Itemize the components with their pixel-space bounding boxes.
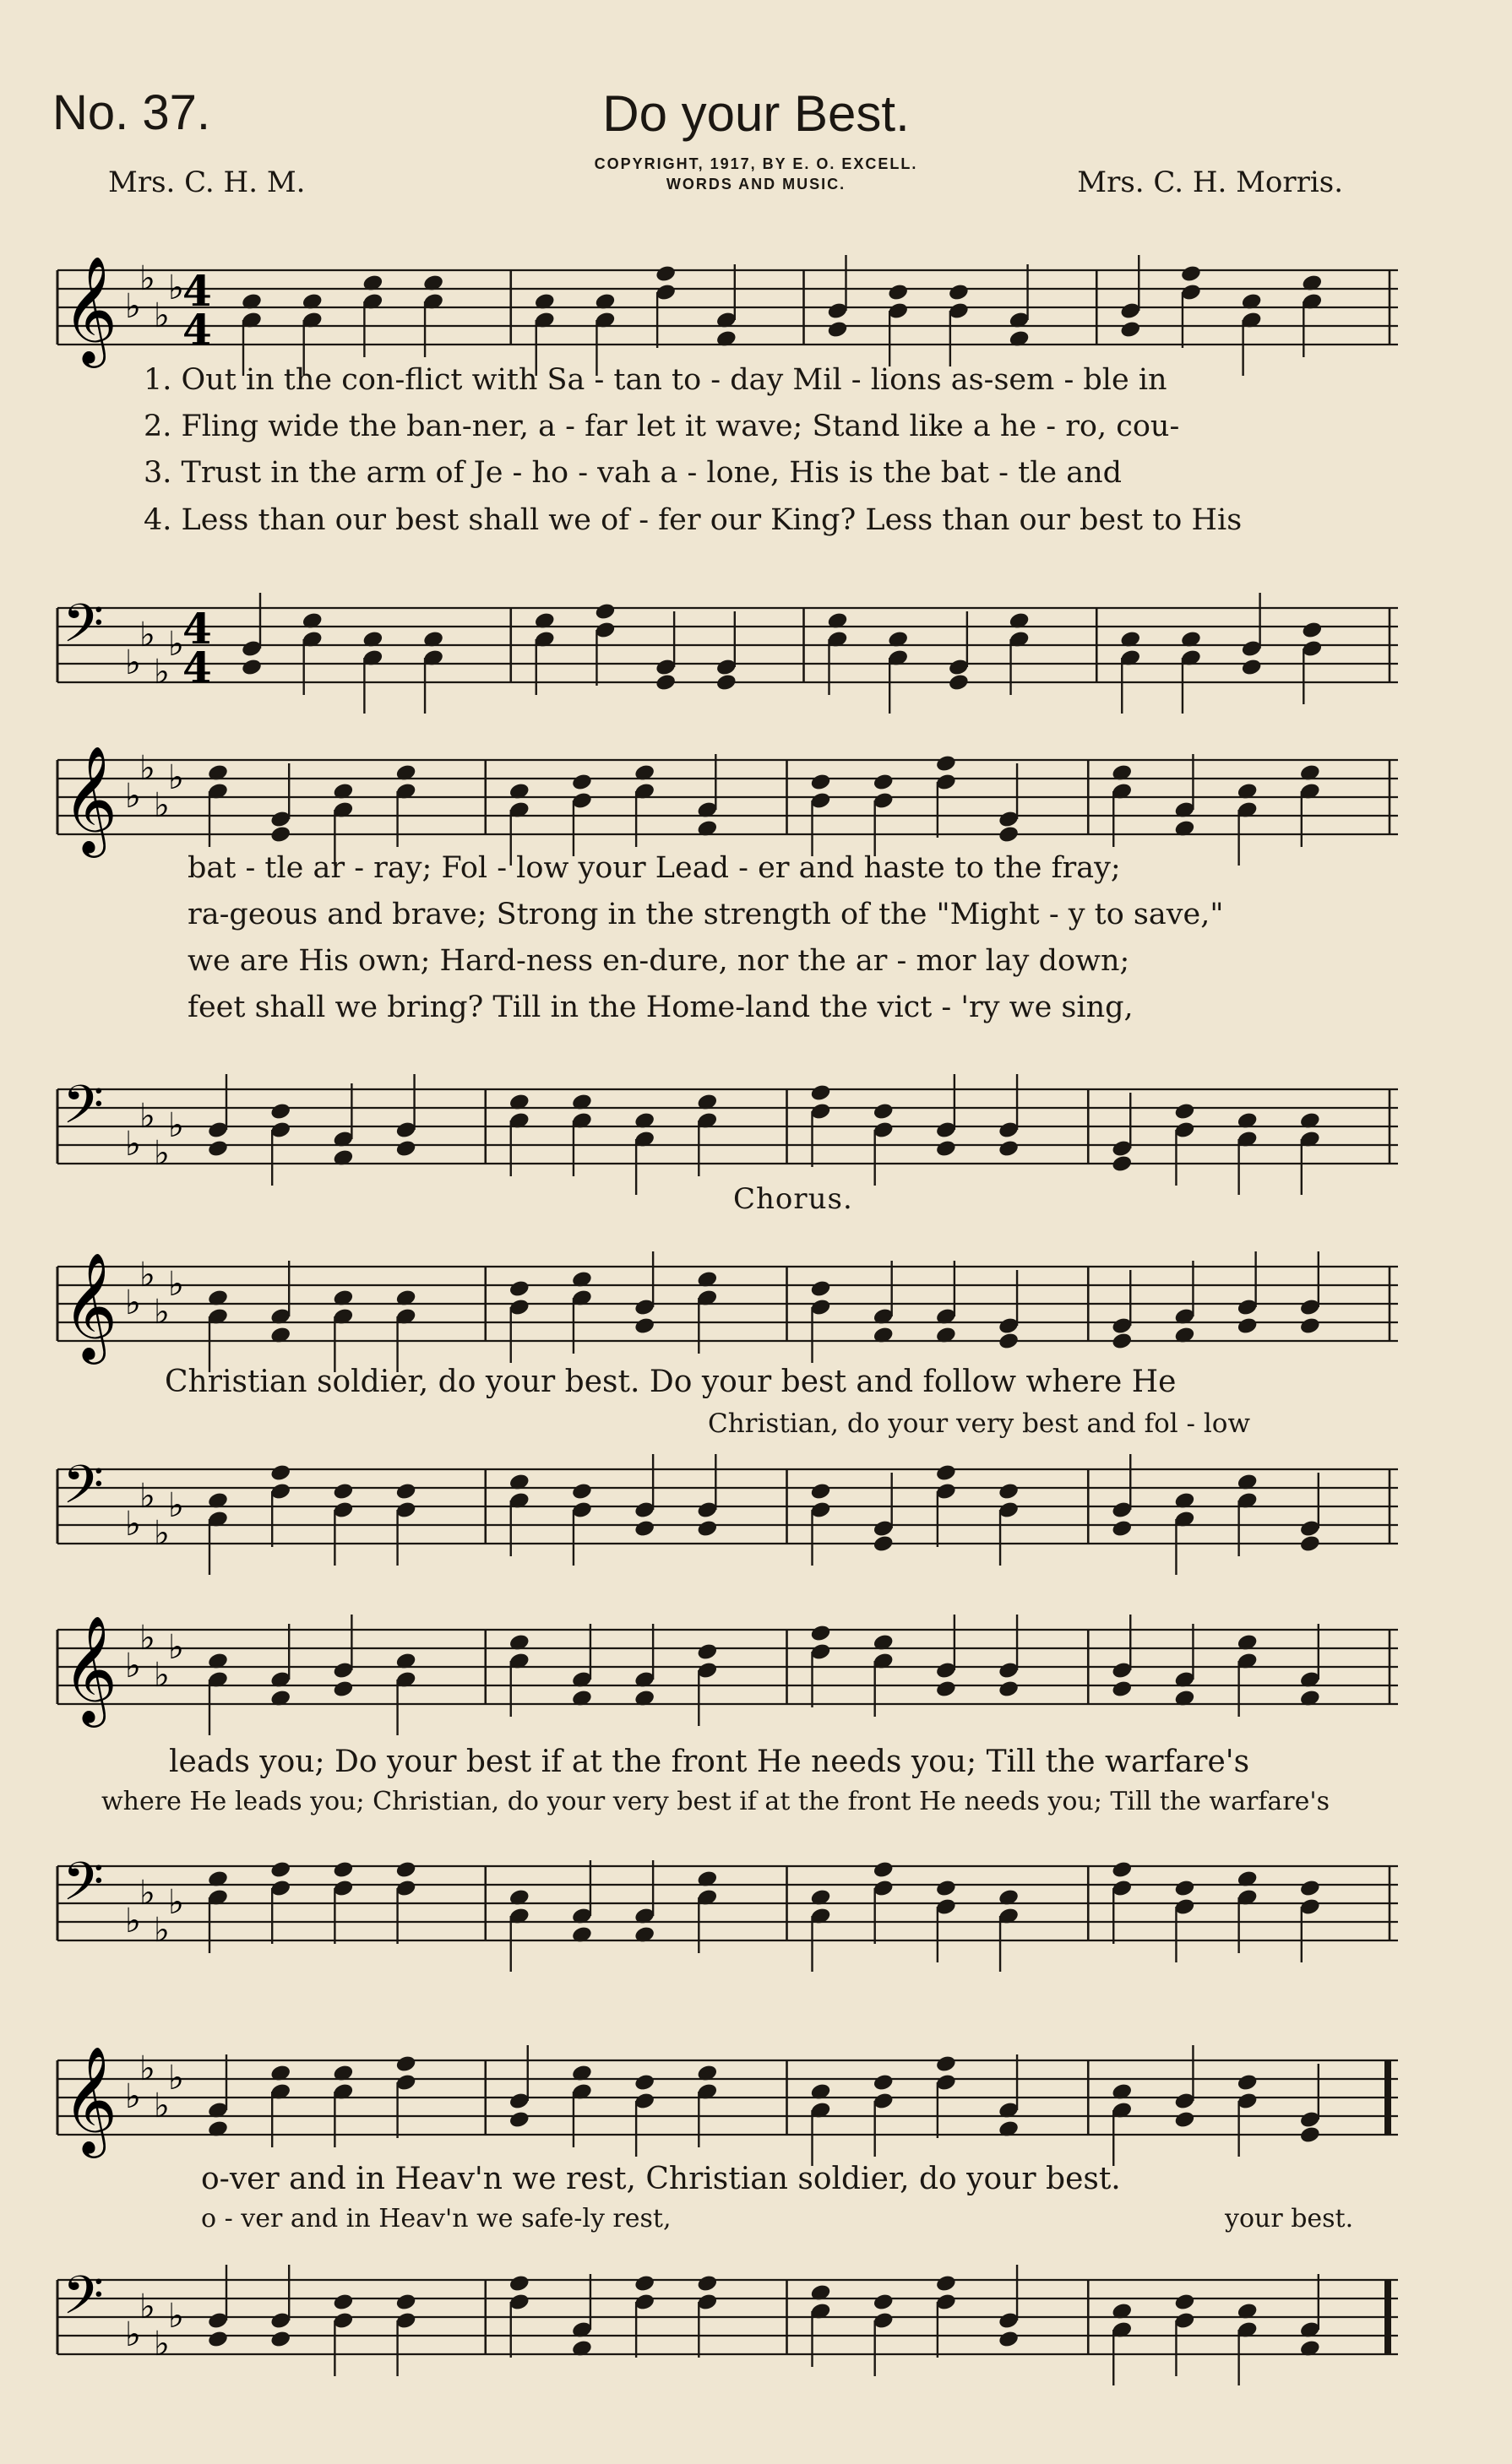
flat-sign-icon: ♭: [139, 1874, 155, 1913]
notehead: [634, 2073, 655, 2092]
verse-1-line-2: bat - tle ar - ray; Fol - low your Lead - er and haste to the fray;: [188, 851, 1121, 885]
notehead: [998, 1680, 1020, 1699]
flat-sign-icon: ♭: [125, 1125, 141, 1164]
treble-clef-icon: 𝄞: [63, 1251, 118, 1360]
notehead: [935, 1463, 957, 1483]
notehead: [207, 1139, 229, 1159]
bass-staff-3: [0, 1436, 1512, 1571]
flat-sign-icon: ♭: [139, 259, 155, 298]
notehead: [509, 2110, 530, 2130]
treble-staff-5: [0, 2027, 1512, 2162]
notehead: [935, 1139, 957, 1159]
flat-sign-icon: ♭: [139, 2288, 155, 2326]
notehead: [571, 1482, 593, 1501]
notehead: [809, 1083, 831, 1103]
bass-staff-2: [0, 1056, 1512, 1191]
flat-sign-icon: ♭: [125, 1902, 141, 1940]
flat-sign-icon: ♭: [154, 1911, 170, 1950]
flat-sign-icon: ♭: [168, 625, 184, 664]
notehead: [394, 2293, 416, 2312]
notehead: [1173, 2110, 1195, 2130]
hymn-title: Do your Best.: [602, 85, 910, 142]
system-5-bass-lyrics-end: your best.: [1225, 2204, 1354, 2233]
treble-staff-3: [0, 1233, 1512, 1368]
flat-sign-icon: ♭: [125, 1505, 141, 1544]
notehead: [1301, 621, 1323, 640]
copyright-subline: WORDS AND MUSIC.: [666, 176, 846, 193]
notehead: [1299, 1316, 1321, 1336]
flat-sign-icon: ♭: [154, 2325, 170, 2364]
flat-sign-icon: ♭: [139, 616, 155, 654]
bass-clef-icon: 𝄢: [63, 592, 104, 667]
chorus-label: Chorus.: [733, 1182, 853, 1216]
flat-sign-icon: ♭: [168, 1628, 184, 1667]
notehead: [332, 1482, 354, 1501]
flat-sign-icon: ♭: [168, 269, 184, 307]
system-5-treble-lyrics: o-ver and in Heav'n we rest, Christian soldier, do your best.: [201, 2162, 1121, 2196]
copyright-line: COPYRIGHT, 1917, BY E. O. EXCELL.: [594, 155, 918, 172]
notehead: [809, 1279, 831, 1299]
words-credit: Mrs. C. H. M.: [108, 166, 306, 199]
notehead: [873, 2073, 895, 2092]
flat-sign-icon: ♭: [125, 1284, 141, 1322]
staff-group: [57, 745, 1398, 866]
notehead: [269, 2330, 291, 2349]
bass-clef-icon: 𝄢: [63, 1453, 104, 1528]
notehead: [1237, 1316, 1259, 1336]
notehead: [998, 2330, 1020, 2349]
flat-sign-icon: ♭: [125, 2077, 141, 2116]
bass-clef-icon: 𝄢: [63, 1073, 104, 1148]
system-5-bass-lyrics: o - ver and in Heav'n we safe-ly rest,: [201, 2204, 672, 2233]
notehead: [332, 2293, 354, 2312]
flat-sign-icon: ♭: [154, 786, 170, 825]
treble-staff-1: [0, 236, 1512, 372]
flat-sign-icon: ♭: [168, 1106, 184, 1145]
notehead: [1111, 1680, 1133, 1699]
notehead: [873, 1102, 895, 1121]
flat-sign-icon: ♭: [139, 749, 155, 788]
notehead: [394, 1860, 416, 1880]
hymn-number: No. 37.: [52, 85, 210, 140]
notehead: [826, 320, 848, 339]
time-signature-top: 4: [182, 266, 212, 316]
verse-2-line-1: 2. Fling wide the ban-ner, a - far let it wave; Stand like a he - ro, cou-: [144, 410, 1180, 443]
staff-group: [57, 1615, 1398, 1735]
flat-sign-icon: ♭: [154, 2087, 170, 2125]
time-signature-bottom: 4: [182, 643, 212, 692]
flat-sign-icon: ♭: [125, 287, 141, 326]
notehead: [809, 773, 831, 792]
notehead: [269, 1463, 291, 1483]
notehead: [1173, 1879, 1195, 1898]
notehead: [696, 1642, 718, 1662]
notehead: [634, 2274, 655, 2293]
flat-sign-icon: ♭: [154, 653, 170, 692]
flat-sign-icon: ♭: [154, 1293, 170, 1332]
notehead: [394, 2054, 416, 2074]
notehead: [509, 1279, 530, 1299]
treble-clef-icon: 𝄞: [63, 1615, 118, 1723]
notehead: [809, 1624, 831, 1643]
staff-group: [57, 2045, 1398, 2166]
time-signature-bottom: 4: [182, 305, 212, 355]
notehead: [935, 2054, 957, 2074]
notehead: [998, 1139, 1020, 1159]
notehead: [634, 1519, 655, 1539]
notehead: [998, 1332, 1020, 1351]
verse-3-line-1: 3. Trust in the arm of Je - ho - vah a - lone, His is the bat - tle and: [144, 456, 1123, 490]
flat-sign-icon: ♭: [168, 1486, 184, 1525]
flat-sign-icon: ♭: [168, 1265, 184, 1304]
verse-4-line-1: 4. Less than our best shall we of - fer our King? Less than our best to His: [144, 503, 1243, 537]
bass-staff-5: [0, 2246, 1512, 2381]
notehead: [715, 673, 737, 692]
verse-4-line-2: feet shall we bring? Till in the Home-land the vict - 'ry we sing,: [188, 990, 1134, 1024]
system-4-bass-lyrics: where He leads you; Christian, do your very best if at the front He needs you; Till the warfare's: [101, 1787, 1330, 1816]
notehead: [1111, 1332, 1133, 1351]
flat-sign-icon: ♭: [154, 1134, 170, 1173]
music-credit: Mrs. C. H. Morris.: [1077, 166, 1343, 199]
notehead: [935, 1680, 957, 1699]
staff-group: [57, 1850, 1398, 1972]
notehead: [1173, 2293, 1195, 2312]
system-4-treble-lyrics: leads you; Do your best if at the front He needs you; Till the warfare's: [169, 1745, 1250, 1779]
notehead: [935, 2274, 957, 2293]
flat-sign-icon: ♭: [139, 1619, 155, 1658]
bass-clef-icon: 𝄢: [63, 1850, 104, 1925]
notehead: [1180, 264, 1202, 284]
notehead: [269, 1102, 291, 1121]
flat-sign-icon: ♭: [139, 2049, 155, 2088]
notehead: [269, 1860, 291, 1880]
notehead: [655, 264, 677, 284]
notehead: [332, 1680, 354, 1699]
staff-group: [57, 2264, 1398, 2385]
bass-staff-4: [0, 1832, 1512, 1967]
staff-group: [57, 592, 1398, 714]
notehead: [935, 1879, 957, 1898]
notehead: [1237, 2073, 1259, 2092]
notehead: [873, 773, 895, 792]
notehead: [809, 1482, 831, 1501]
notehead: [873, 2293, 895, 2312]
verse-2-line-2: ra-geous and brave; Strong in the strength of the "Might - y to save,": [188, 898, 1224, 931]
flat-sign-icon: ♭: [154, 1656, 170, 1695]
verse-3-line-2: we are His own; Hard-ness en-dure, nor the ar - mor lay down;: [188, 944, 1130, 978]
staff-group: [57, 1251, 1398, 1372]
treble-clef-icon: 𝄞: [63, 745, 118, 853]
staff-group: [57, 1073, 1398, 1195]
treble-staff-4: [0, 1596, 1512, 1731]
notehead: [1299, 1534, 1321, 1554]
bass-clef-icon: 𝄢: [63, 2264, 104, 2339]
flat-sign-icon: ♭: [125, 777, 141, 816]
flat-sign-icon: ♭: [168, 1883, 184, 1922]
notehead: [1111, 1519, 1133, 1539]
flat-sign-icon: ♭: [154, 1514, 170, 1553]
system-3-treble-lyrics: Christian soldier, do your best. Do your best and follow where He: [165, 1365, 1177, 1399]
flat-sign-icon: ♭: [168, 2059, 184, 2098]
notehead: [394, 1139, 416, 1159]
notehead: [332, 1860, 354, 1880]
flat-sign-icon: ♭: [125, 1647, 141, 1685]
verse-1-line-1: 1. Out in the con-flict with Sa - tan to - day Mil - lions as-sem - ble in: [144, 363, 1167, 397]
notehead: [394, 1482, 416, 1501]
flat-sign-icon: ♭: [154, 296, 170, 335]
time-signature-top: 4: [182, 604, 212, 654]
treble-staff-2: [0, 726, 1512, 861]
notehead: [935, 754, 957, 773]
notehead: [1111, 1860, 1133, 1880]
notehead: [1111, 1154, 1133, 1174]
notehead: [207, 2330, 229, 2349]
notehead: [1299, 2125, 1321, 2145]
notehead: [571, 773, 593, 792]
staff-group: [57, 1453, 1398, 1575]
notehead: [873, 1534, 895, 1554]
notehead: [998, 825, 1020, 844]
notehead: [696, 1519, 718, 1539]
notehead: [1299, 1879, 1321, 1898]
notehead: [1241, 658, 1263, 677]
flat-sign-icon: ♭: [125, 643, 141, 682]
flat-sign-icon: ♭: [168, 758, 184, 797]
notehead: [873, 1860, 895, 1880]
treble-clef-icon: 𝄞: [63, 2045, 118, 2153]
system-3-bass-lyrics: Christian, do your very best and fol - low: [708, 1408, 1250, 1439]
notehead: [241, 658, 263, 677]
notehead: [634, 1316, 655, 1336]
notehead: [594, 602, 616, 621]
notehead: [269, 825, 291, 844]
notehead: [655, 673, 677, 692]
bass-staff-1: [0, 574, 1512, 709]
flat-sign-icon: ♭: [139, 1256, 155, 1294]
notehead: [998, 1482, 1020, 1501]
notehead: [696, 2274, 718, 2293]
flat-sign-icon: ♭: [139, 1097, 155, 1136]
flat-sign-icon: ♭: [125, 2315, 141, 2354]
notehead: [1119, 320, 1141, 339]
flat-sign-icon: ♭: [139, 1477, 155, 1516]
staff-group: [57, 255, 1398, 376]
notehead: [509, 2274, 530, 2293]
notehead: [948, 673, 970, 692]
flat-sign-icon: ♭: [168, 2297, 184, 2336]
notehead: [1173, 1102, 1195, 1121]
notehead: [948, 283, 970, 302]
treble-clef-icon: 𝄞: [63, 255, 118, 363]
notehead: [887, 283, 909, 302]
